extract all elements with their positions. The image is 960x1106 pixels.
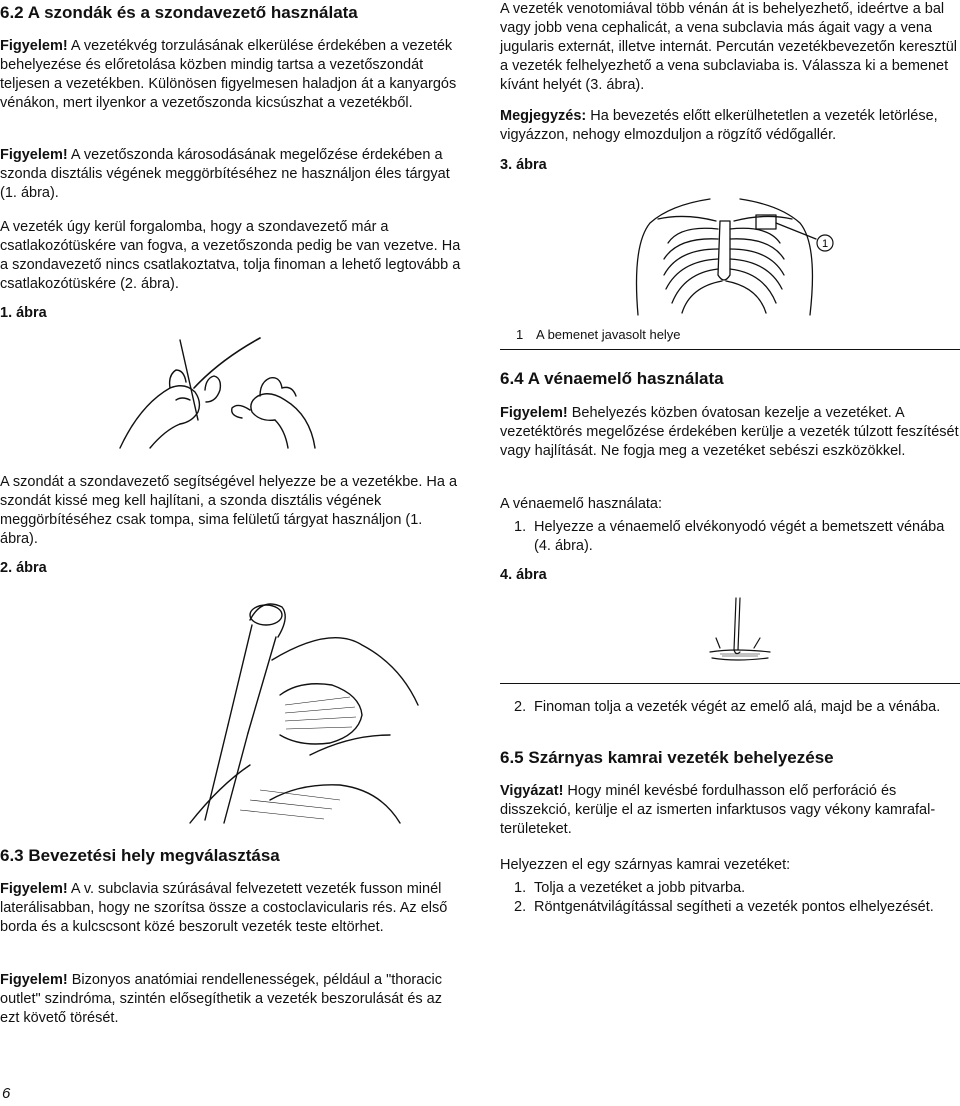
figure-3-caption: A bemenet javasolt helye [536,327,681,342]
note-paragraph [500,107,960,145]
warning-label: Figyelem! [0,972,68,988]
procedure-list [500,518,960,556]
body-paragraph: A szondát a szondavezető segítségével helyezze be a vezetékbe. Ha a szondát kissé meg kell hajlítani, a szonda disztális végének meggörbítéséhez csak tompa, sima felületű tárgyat használjon (1. ábra). [0,474,458,547]
list-item [500,879,960,898]
warning-paragraph [0,146,462,203]
list-item [500,698,960,717]
figure-4-vein-lifter-illustration [690,590,790,670]
body-paragraph: A vezeték úgy kerül forgalomba, hogy a szondavezető már a csatlakozótüskére van fogva, a vezetőszonda pedig be van vezetve. Ha a szondavezető nincs csatlakoztatva, tolja finoman a lehető legtovább a csatlakozótüskére (2. ábra). [0,219,461,292]
caution-label: Vigyázat! [500,783,564,799]
figure-3-caption-bar [500,325,960,350]
warning-text: A vezetőszonda károsodásának megelőzése érdekében a szonda disztális végének meggörbítéséhez ne használjon éles tárgyat (1. ábra). [0,147,450,201]
note-text: Ha bevezetés előtt elkerülhetetlen a vezeték letörlése, vigyázzon, nehogy elmozduljon a rögzítő védőgallér. [500,108,938,143]
page-number: 6 [2,1085,11,1102]
warning-text: A vezetékvég torzulásának elkerülése érdekében a vezeték behelyezése és előretolása közben mindig tartsa a vezetőszondát teljesen a vezetékben. Különösen figyelmesen haladjon át a kanyargós vénákon, mert ilyenkor a vezetőszonda kicsúszhat a vezetékből. [0,38,457,111]
warning-paragraph [0,880,462,937]
list-item [500,898,960,917]
list-number: 2. [514,699,527,715]
figure-1-label: 1. ábra [0,305,47,321]
warning-label: Figyelem! [0,38,68,54]
procedure-title: A vénaemelő használata: [500,496,663,512]
figure-4-divider [500,683,960,684]
warning-paragraph [0,37,462,113]
warning-text: A v. subclavia szúrásával felvezetett vezeték fusson minél laterálisabban, hogy ne szorítsa össze a costoclavicularis rés. Az első borda és a kulcscsont közé beszorult vezeték teste eltörhet. [0,881,448,935]
figure-3-label: 3. ábra [500,157,547,173]
figure-1-hands-illustration [110,330,390,450]
section-heading-6-5: 6.5 Szárnyas kamrai vezeték behelyezése [500,748,834,767]
body-paragraph: A vezeték venotomiával több vénán át is behelyezhető, ideértve a bal vagy jobb vena cephalicát, a vena subclavia más ágait vagy a vena jugularis externát, illetve internát. Percután vezetékbevezetőn keresztül a vezeték felhelyezhető a vena subclaviaba is. Válassza ki a bemenet kívánt helyét (3. ábra). [500,1,957,93]
list-number: 1. [514,519,527,535]
figure-3-callout: 1 [821,238,829,250]
list-number: 2. [514,899,527,915]
warning-text: Behelyezés közben óvatosan kezelje a vezetéket. A vezetéktörés megelőzése érdekében kerülje a vezeték túlzott feszítését vagy hajlítását. Ne fogja meg a vezetéket sebészi eszközökkel. [500,405,959,459]
section-heading-6-4: 6.4 A vénaemelő használata [500,369,724,388]
procedure-list [500,879,960,917]
procedure-list [500,698,960,717]
figure-3-caption-number: 1 [516,327,524,342]
figure-2-label: 2. ábra [0,560,47,576]
warning-paragraph [500,404,960,461]
warning-label: Figyelem! [0,147,68,163]
warning-label: Figyelem! [0,881,68,897]
list-item [500,518,960,556]
warning-text: Bizonyos anatómiai rendellenességek, például a "thoracic outlet" szindróma, szintén elősegíthetik a vezeték beszorulását és az ezt követő törését. [0,972,443,1026]
procedure-title: Helyezzen el egy szárnyas kamrai vezetéket: [500,857,791,873]
warning-paragraph [0,971,462,1028]
figure-4-label: 4. ábra [500,567,547,583]
list-text: Finoman tolja a vezeték végét az emelő alá, majd be a vénába. [534,699,941,715]
note-label: Megjegyzés: [500,108,587,124]
section-heading-6-3: 6.3 Bevezetési hely megválasztása [0,846,280,865]
list-text: Tolja a vezetéket a jobb pitvarba. [534,880,746,896]
caution-text: Hogy minél kevésbé fordulhasson elő perforáció és disszekció, kerülje el az ismerten infarktusos vagy vékony kamrafal-területeket. [500,783,936,837]
section-heading-6-2: 6.2 A szondák és a szondavezető használata [0,3,358,22]
caution-paragraph [500,782,960,839]
warning-label: Figyelem! [500,405,568,421]
list-text: Helyezze a vénaemelő elvékonyodó végét a bemetszett vénába (4. ábra). [534,519,945,554]
figure-2-hand-illustration [100,585,420,825]
list-number: 1. [514,880,527,896]
list-text: Röntgenátvilágítással segítheti a vezeték pontos elhelyezését. [534,899,934,915]
figure-3-ribcage-illustration [620,185,850,320]
